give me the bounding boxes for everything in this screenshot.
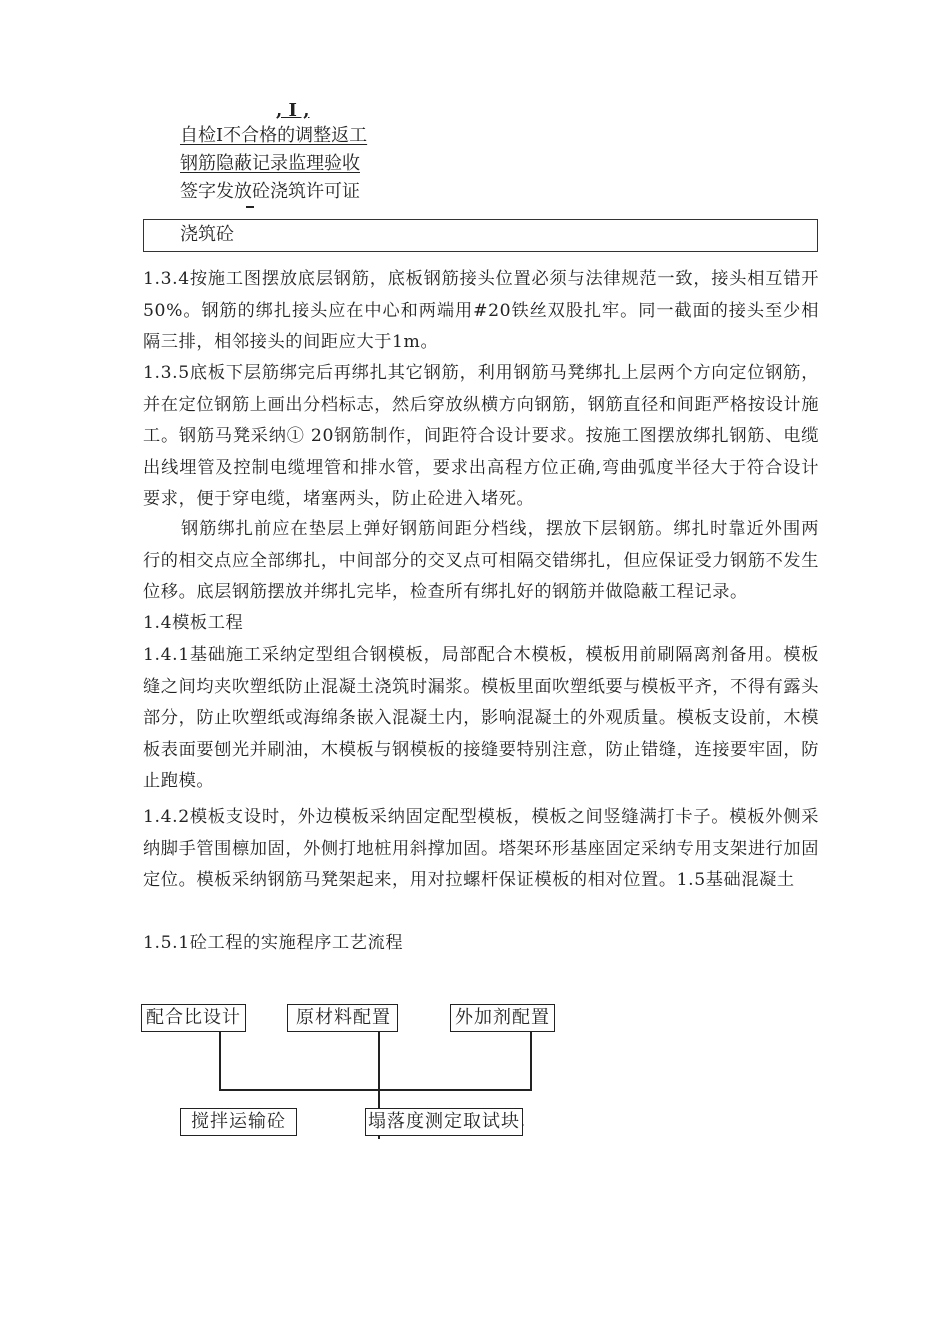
- flow-step-permit: 签字发放砼浇筑许可证: [180, 181, 360, 202]
- connector-horizontal: [219, 1089, 532, 1091]
- section-1-4-2: [143, 802, 819, 897]
- pour-concrete-label: 浇筑砼: [180, 224, 234, 245]
- section-1-4-1: [143, 640, 819, 798]
- flow-mark: , I ,: [276, 100, 310, 121]
- paragraph-rebar-binding: 钢筋绑扎前应在垫层上弹好钢筋间距分档线，摆放下层钢筋。绑扎时靠近外围两行的相交点应全部绑扎，中间部分的交叉点可相隔交错绑扎，但应保证受力钢筋不发生位移。底层钢筋摆放并绑扎完毕，检查所有绑扎好的钢筋并做隐蔽工程记录。: [143, 519, 819, 603]
- box-slump-test: 塌落度测定取试块: [365, 1108, 523, 1136]
- section-1-3-5: [143, 358, 819, 516]
- section-rebar-binding: [143, 514, 819, 609]
- paragraph-1-4-1: 1.4.1基础施工采纳定型组合钢模板，局部配合木模板，模板用前刷隔离剂备用。模板缝之间均夹吹塑纸防止混凝土浇筑时漏浆。模板里面吹塑纸要与模板平齐，不得有露头部分，防止吹塑纸或海绵条嵌入混凝土内，影响混凝土的外观质量。模板支设前，木模板表面要刨光并刷油，木模板与钢模板的接缝要特别注意，防止错缝，连接要牢固，防止跑模。: [143, 645, 819, 792]
- paragraph-1-5-1: 1.5.1砼工程的实施程序工艺流程: [143, 933, 404, 953]
- box-mix-transport: 搅拌运输砼: [180, 1108, 297, 1136]
- box-mix-design: 配合比设计: [141, 1004, 246, 1032]
- box-additive: 外加剂配置: [450, 1004, 555, 1032]
- paragraph-1-3-5: 1.3.5底板下层筋绑完后再绑扎其它钢筋，利用钢筋马凳绑扎上层两个方向定位钢筋，并在定位钢筋上画出分档标志，然后穿放纵横方向钢筋，钢筋直径和间距严格按设计施工。钢筋马凳采纳① 20钢筋制作，间距符合设计要求。按施工图摆放绑扎钢筋、电缆出线埋管及控制电缆埋管和排水管，要求出高程方位正确,弯曲弧度半径大于符合设计要求，便于穿电缆，堵塞两头，防止砼进入堵死。: [143, 363, 819, 510]
- pour-concrete-box: [143, 219, 818, 252]
- flow-step-inspection: 钢筋隐蔽记录监理验收: [180, 153, 360, 174]
- paragraph-1-4-2: 1.4.2模板支设时，外边模板采纳固定配型模板，模板之间竖缝满打卡子。模板外侧采纳脚手管围檩加固，外侧打地桩用斜撑加固。塔架环形基座固定采纳专用支架进行加固定位。模板采纳钢筋马凳架起来，用对拉螺杆保证模板的相对位置。1.5基础混凝土: [143, 807, 819, 891]
- section-1-5-1: [143, 928, 819, 960]
- connector-box3-down: [530, 1031, 532, 1090]
- flow-connector-tick: [246, 206, 254, 208]
- heading-1-4: [143, 608, 819, 640]
- paragraph-1-3-4: 1.3.4按施工图摆放底层钢筋，底板钢筋接头位置必须与法律规范一致，接头相互错开50%。钢筋的绑扎接头应在中心和两端用#20铁丝双股扎牢。同一截面的接头至少相隔三排，相邻接头的间距应大于1m。: [143, 269, 819, 353]
- box-raw-material: 原材料配置: [287, 1004, 398, 1032]
- connector-box1-down: [219, 1031, 221, 1090]
- flow-step-adjust: 自检I不合格的调整返工: [180, 125, 368, 146]
- heading-formwork: 1.4模板工程: [143, 613, 244, 633]
- section-1-3-4: [143, 264, 819, 359]
